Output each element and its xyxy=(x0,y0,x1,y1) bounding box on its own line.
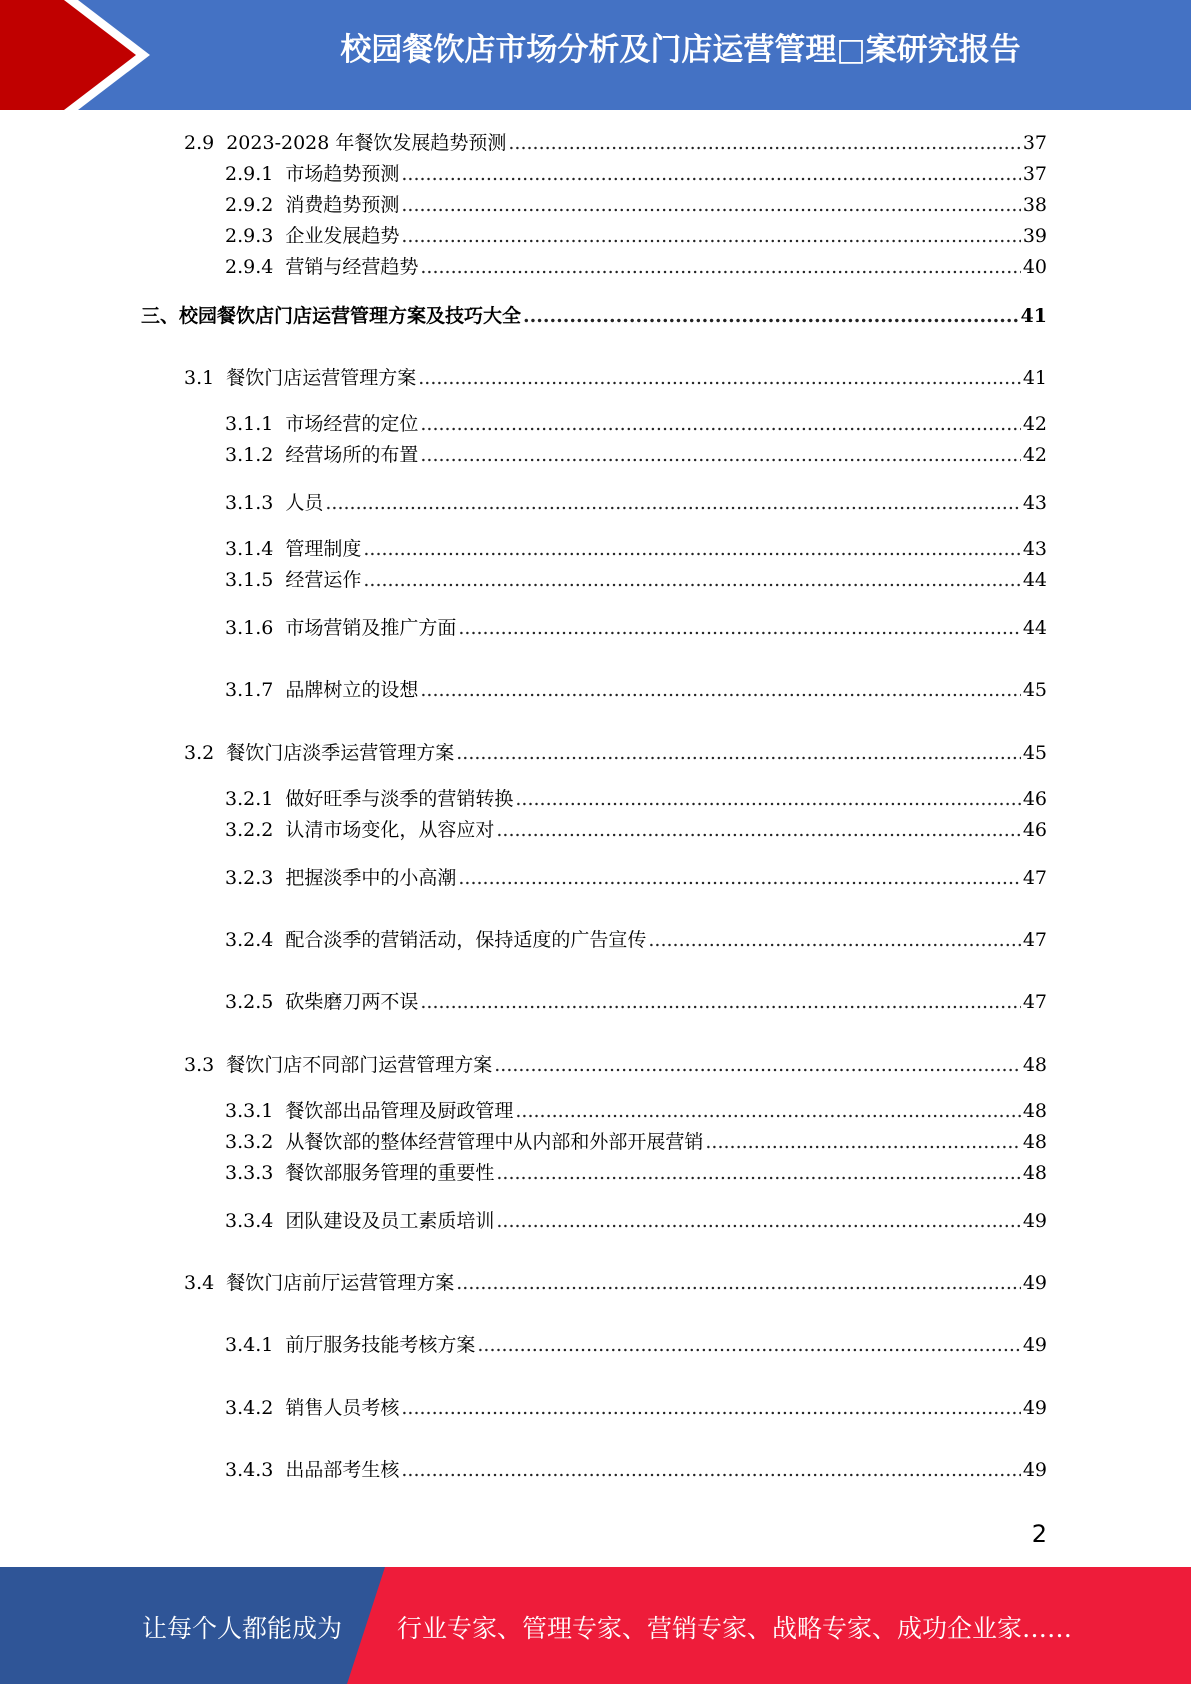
toc-entry-page: 49 xyxy=(1022,1210,1047,1232)
toc-entry-number: 3.1.5 xyxy=(225,569,274,591)
toc-entry[interactable] xyxy=(225,442,1047,468)
toc-entry[interactable] xyxy=(225,1457,1047,1483)
toc-entry-page: 45 xyxy=(1022,742,1047,764)
toc-entry-page: 48 xyxy=(1022,1162,1047,1184)
toc-entry[interactable] xyxy=(225,490,1047,516)
toc-dot-leader xyxy=(325,490,1020,516)
toc-entry-number: 3.3.3 xyxy=(225,1162,274,1184)
toc-entry-page: 48 xyxy=(1022,1054,1047,1076)
page-number: 2 xyxy=(1031,1520,1047,1548)
toc-entry-title: 经营运作 xyxy=(285,569,362,591)
toc-entry[interactable] xyxy=(225,411,1047,437)
toc-entry[interactable] xyxy=(184,130,1047,156)
toc-dot-leader xyxy=(456,740,1021,766)
toc-dot-leader xyxy=(456,1270,1021,1296)
toc-entry-page: 49 xyxy=(1022,1459,1047,1481)
toc-entry-title: 品牌树立的设想 xyxy=(285,679,419,701)
toc-dot-leader xyxy=(648,927,1020,953)
toc-entry-number: 3.4 xyxy=(184,1272,215,1294)
toc-entry-number: 2.9 xyxy=(184,132,215,154)
toc-dot-leader xyxy=(458,615,1020,641)
toc-entry-number: 3.1.2 xyxy=(225,444,274,466)
toc-entry-title: 管理制度 xyxy=(285,538,362,560)
toc-entry-number: 3.3 xyxy=(184,1054,215,1076)
toc-dot-leader xyxy=(420,411,1020,437)
toc-entry[interactable] xyxy=(184,1270,1047,1296)
toc-entry[interactable] xyxy=(225,1208,1047,1234)
toc-entry-title: 市场营销及推广方面 xyxy=(285,617,457,639)
toc-entry-number: 2.9.1 xyxy=(225,163,274,185)
toc-dot-leader xyxy=(496,1208,1020,1234)
toc-entry-page: 42 xyxy=(1022,413,1047,435)
toc-entry-title: 企业发展趋势 xyxy=(285,225,400,247)
toc-entry-title: 市场趋势预测 xyxy=(285,163,400,185)
toc-entry-page: 41 xyxy=(1022,367,1047,389)
toc-dot-leader xyxy=(477,1332,1020,1358)
toc-entry-title: 销售人员考核 xyxy=(285,1397,400,1419)
toc-entry-number: 3.3.2 xyxy=(225,1131,274,1153)
toc-entry-title: 市场经营的定位 xyxy=(285,413,419,435)
toc-entry-page: 45 xyxy=(1022,679,1047,701)
toc-dot-leader xyxy=(515,1098,1020,1124)
toc-entry-number: 3.1.7 xyxy=(225,679,274,701)
footer-slogan-right: 行业专家、管理专家、营销专家、战略专家、成功企业家…… xyxy=(397,1614,1073,1643)
toc-entry[interactable] xyxy=(225,1160,1047,1186)
toc-entry[interactable] xyxy=(225,192,1047,218)
toc-entry-number: 3.3.4 xyxy=(225,1210,274,1232)
toc-entry[interactable] xyxy=(225,254,1047,280)
toc-entry[interactable] xyxy=(184,365,1047,391)
toc-entry-page: 42 xyxy=(1022,444,1047,466)
toc-entry-number: 3.1 xyxy=(184,367,215,389)
toc-entry-title: 消费趋势预测 xyxy=(285,194,400,216)
toc-entry[interactable] xyxy=(225,615,1047,641)
toc-entry[interactable] xyxy=(225,1098,1047,1124)
toc-dot-leader xyxy=(363,536,1020,562)
toc-entry-number: 3.1.1 xyxy=(225,413,274,435)
toc-entry-number: 3.2.4 xyxy=(225,929,274,951)
toc-entry-title: 2023-2028 年餐饮发展趋势预测 xyxy=(226,132,507,154)
toc-entry-title: 营销与经营趋势 xyxy=(285,256,419,278)
toc-dot-leader xyxy=(363,567,1020,593)
toc-entry[interactable] xyxy=(225,1129,1047,1155)
toc-entry-number: 3.3.1 xyxy=(225,1100,274,1122)
toc-entry-title: 经营场所的布置 xyxy=(285,444,419,466)
toc-entry-page: 41 xyxy=(1020,305,1047,327)
toc-dot-leader xyxy=(420,989,1020,1015)
toc-entry-number: 3.4.3 xyxy=(225,1459,274,1481)
toc-entry[interactable] xyxy=(225,989,1047,1015)
toc-entry-page: 47 xyxy=(1022,867,1047,889)
toc-entry-page: 46 xyxy=(1022,819,1047,841)
toc-dot-leader xyxy=(418,365,1021,391)
toc-entry-page: 38 xyxy=(1022,194,1047,216)
toc-entry[interactable] xyxy=(225,567,1047,593)
toc-dot-leader xyxy=(401,1395,1020,1421)
toc-dot-leader xyxy=(494,1052,1021,1078)
toc-entry-number: 三、 xyxy=(141,305,180,327)
toc-dot-leader xyxy=(705,1129,1020,1155)
toc-entry-title: 配合淡季的营销活动，保持适度的广告宣传 xyxy=(285,929,647,951)
toc-dot-leader xyxy=(420,254,1020,280)
toc-entry-title: 校园餐饮店门店运营管理方案及技巧大全 xyxy=(179,305,522,327)
toc-entry-number: 2.9.3 xyxy=(225,225,274,247)
toc-entry-title: 从餐饮部的整体经营管理中从内部和外部开展营销 xyxy=(285,1131,704,1153)
toc-entry-page: 48 xyxy=(1022,1100,1047,1122)
toc-entry-page: 47 xyxy=(1022,991,1047,1013)
toc-entry-title: 出品部考生核 xyxy=(285,1459,400,1481)
document-title: 校园餐饮店市场分析及门店运营管理□案研究报告 xyxy=(340,32,1021,68)
toc-entry-title: 餐饮门店不同部门运营管理方案 xyxy=(226,1054,493,1076)
toc-entry-page: 49 xyxy=(1022,1397,1047,1419)
toc-entry[interactable] xyxy=(225,161,1047,187)
toc-dot-leader xyxy=(458,865,1020,891)
toc-entry-number: 3.2.5 xyxy=(225,991,274,1013)
toc-entry-title: 餐饮部服务管理的重要性 xyxy=(285,1162,495,1184)
footer-banner xyxy=(0,1567,1191,1684)
toc-entry-page: 40 xyxy=(1022,256,1047,278)
toc-dot-leader xyxy=(523,303,1019,329)
toc-entry-number: 3.4.2 xyxy=(225,1397,274,1419)
toc-entry-page: 47 xyxy=(1022,929,1047,951)
toc-dot-leader xyxy=(515,786,1020,812)
toc-entry-title: 认清市场变化，从容应对 xyxy=(285,819,495,841)
toc-dot-leader xyxy=(496,817,1020,843)
toc-entry[interactable] xyxy=(225,223,1047,249)
toc-entry-number: 3.2.2 xyxy=(225,819,274,841)
toc-dot-leader xyxy=(401,223,1020,249)
toc-entry-page: 49 xyxy=(1022,1334,1047,1356)
header-banner xyxy=(0,0,1191,110)
toc-entry-page: 44 xyxy=(1022,617,1047,639)
toc-entry-page: 49 xyxy=(1022,1272,1047,1294)
toc-entry-page: 48 xyxy=(1022,1131,1047,1153)
toc-entry-page: 46 xyxy=(1022,788,1047,810)
toc-entry[interactable] xyxy=(225,1332,1047,1358)
toc-entry-title: 人员 xyxy=(285,492,324,514)
toc-entry-page: 44 xyxy=(1022,569,1047,591)
toc-entry[interactable] xyxy=(225,865,1047,891)
toc-entry-title: 前厅服务技能考核方案 xyxy=(285,1334,476,1356)
toc-entry-number: 2.9.4 xyxy=(225,256,274,278)
toc-entry[interactable] xyxy=(184,740,1047,766)
toc-dot-leader xyxy=(401,1457,1020,1483)
toc-entry[interactable] xyxy=(225,1395,1047,1421)
toc-dot-leader xyxy=(420,677,1020,703)
toc-entry-page: 43 xyxy=(1022,538,1047,560)
toc-entry-title: 餐饮门店前厅运营管理方案 xyxy=(226,1272,455,1294)
toc-entry[interactable] xyxy=(225,536,1047,562)
toc-entry-title: 团队建设及员工素质培训 xyxy=(285,1210,495,1232)
toc-entry-page: 37 xyxy=(1022,132,1047,154)
toc-dot-leader xyxy=(496,1160,1020,1186)
toc-entry-title: 做好旺季与淡季的营销转换 xyxy=(285,788,514,810)
toc-entry[interactable] xyxy=(225,927,1047,953)
toc-entry-title: 餐饮门店运营管理方案 xyxy=(226,367,417,389)
toc-entry[interactable] xyxy=(184,1052,1047,1078)
toc-entry-page: 37 xyxy=(1022,163,1047,185)
toc-entry-number: 3.1.4 xyxy=(225,538,274,560)
toc-entry-number: 3.1.6 xyxy=(225,617,274,639)
toc-dot-leader xyxy=(401,192,1020,218)
toc-entry-number: 3.2.1 xyxy=(225,788,274,810)
toc-entry-page: 43 xyxy=(1022,492,1047,514)
toc-entry-number: 3.2.3 xyxy=(225,867,274,889)
toc-entry-title: 砍柴磨刀两不误 xyxy=(285,991,419,1013)
toc-entry[interactable] xyxy=(225,786,1047,812)
toc-entry[interactable] xyxy=(141,303,1047,329)
toc-entry[interactable] xyxy=(225,817,1047,843)
toc-entry-title: 把握淡季中的小高潮 xyxy=(285,867,457,889)
toc-entry-number: 3.4.1 xyxy=(225,1334,274,1356)
footer-slogan-left: 让每个人都能成为 xyxy=(142,1614,343,1643)
toc-dot-leader xyxy=(508,130,1020,156)
toc-entry-title: 餐饮部出品管理及厨政管理 xyxy=(285,1100,514,1122)
toc-entry-number: 3.2 xyxy=(184,742,215,764)
toc-dot-leader xyxy=(401,161,1020,187)
toc-dot-leader xyxy=(420,442,1020,468)
toc-entry-number: 2.9.2 xyxy=(225,194,274,216)
toc-entry-page: 39 xyxy=(1022,225,1047,247)
toc-entry[interactable] xyxy=(225,677,1047,703)
toc-entry-number: 3.1.3 xyxy=(225,492,274,514)
toc-entry-title: 餐饮门店淡季运营管理方案 xyxy=(226,742,455,764)
